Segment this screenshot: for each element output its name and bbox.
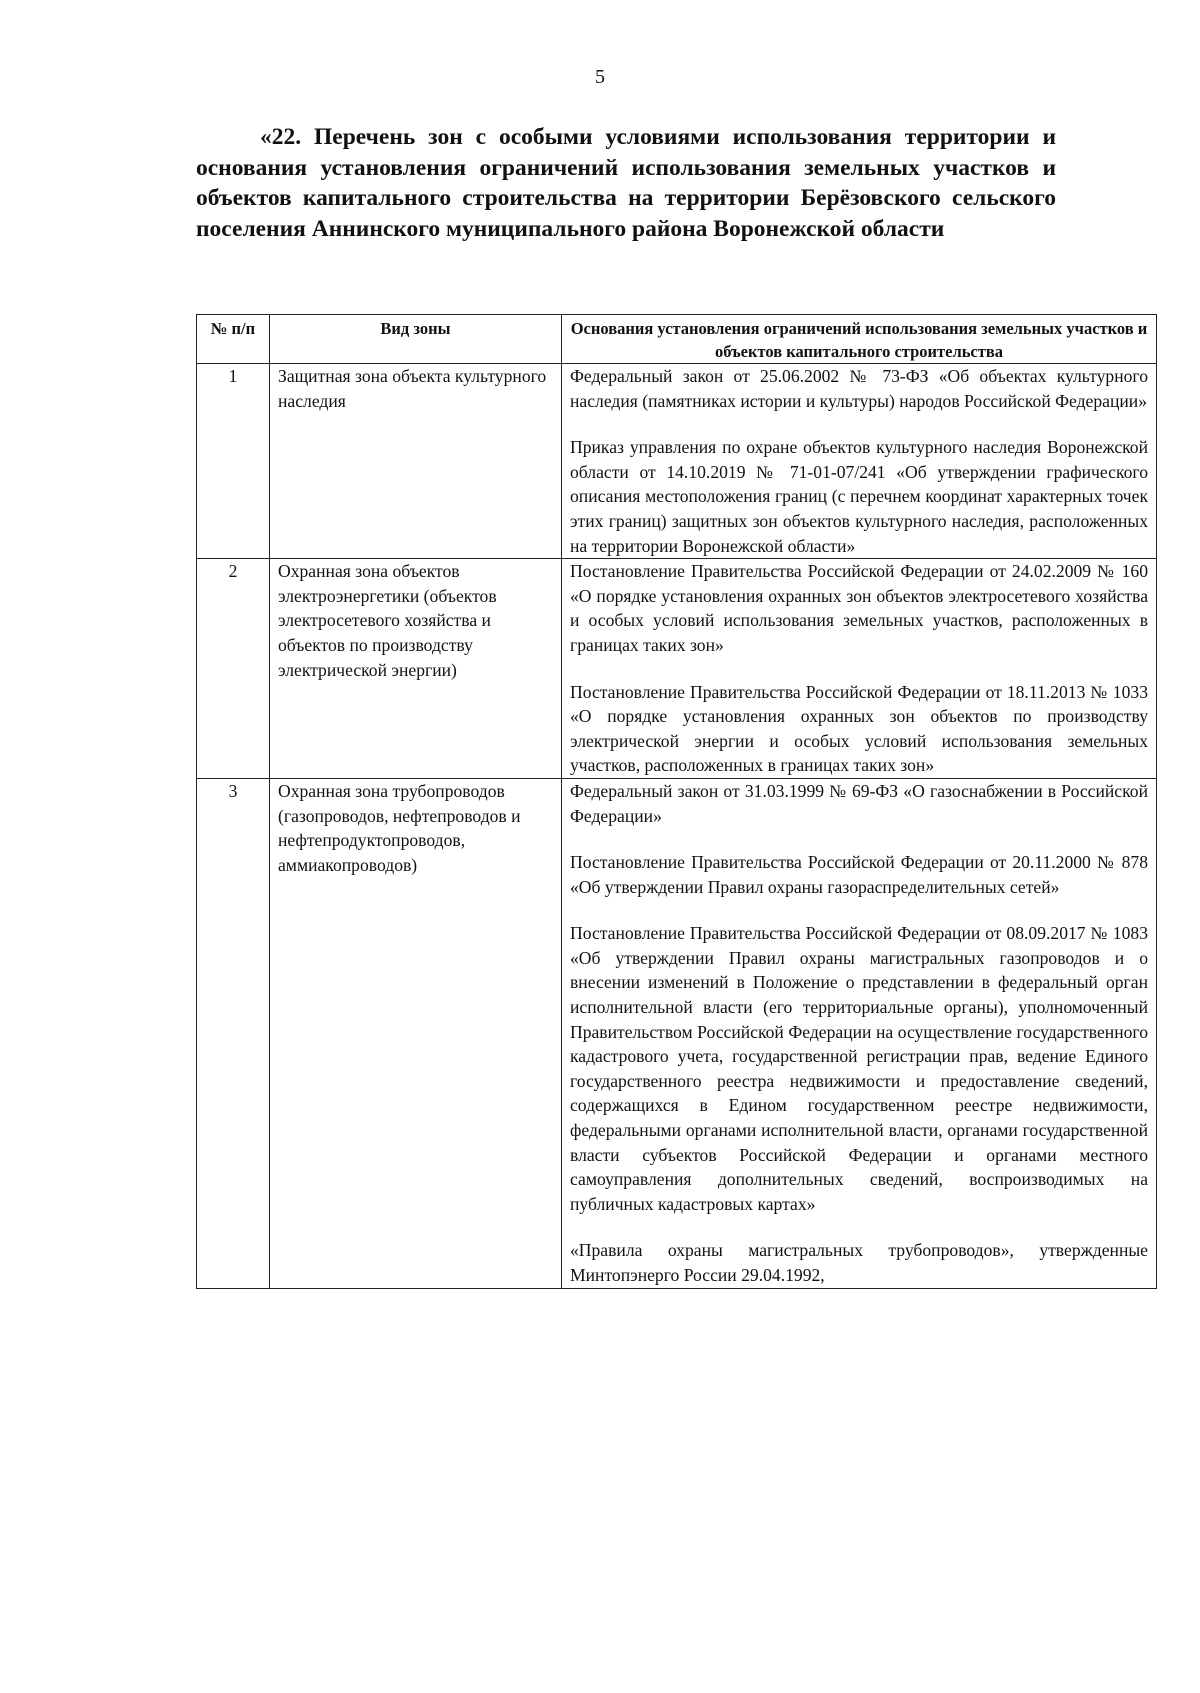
basis-item: «Правила охраны магистральных трубопроводов», утвержденные Минтопэнерго России 29.04.1992, — [570, 1240, 1148, 1285]
basis-cell — [562, 364, 1157, 559]
zone-type-cell: Охранная зона объектов электроэнергетики (объектов электросетевого хозяйства и объектов по производству электрической энергии) — [270, 559, 562, 779]
table-row — [197, 364, 1157, 559]
zone-type-cell: Охранная зона трубопроводов (газопроводов, нефтепроводов и нефтепродуктопроводов, аммиакопроводов) — [270, 778, 562, 1288]
basis-item: Постановление Правительства Российской Федерации от 24.02.2009 № 160 «О порядке установления охранных зон объектов электросетевого хозяйства и особых условий использования земельных участков, расположенных в границах таких зон» — [570, 561, 1148, 655]
basis-item: Постановление Правительства Российской Федерации от 08.09.2017 № 1083 «Об утверждении Правил охраны магистральных газопроводов и о внесении изменений в Положение о представлении в федеральный орган исполнительной власти (его территориальные органы), уполномоченный Правительством Российской Федерации на осуществление государственного кадастрового учета, государственной регистрации прав, ведение Единого государственного реестра недвижимости и предоставление сведений, содержащихся в Едином государственном реестре недвижимости, федеральными органами исполнительной власти, органами государственной власти субъектов Российской Федерации и органами местного самоуправления дополнительных сведений, воспроизводимых на публичных кадастровых картах» — [570, 923, 1148, 1214]
header-number: № п/п — [197, 315, 270, 364]
basis-item: Постановление Правительства Российской Федерации от 18.11.2013 № 1033 «О порядке установления охранных зон объектов по производству электрической энергии и особых условий использования земельных участков, расположенных в границах таких зон» — [570, 681, 1148, 776]
header-basis: Основания установления ограничений использования земельных участков и объектов капитального строительства — [562, 315, 1157, 364]
row-number: 2 — [197, 559, 270, 779]
basis-item: Постановление Правительства Российской Федерации от 20.11.2000 № 878 «Об утверждении Правил охраны газораспределительных сетей» — [570, 852, 1148, 897]
basis-item: Приказ управления по охране объектов культурного наследия Воронежской области от 14.10.2019 № 71-01-07/241 «Об утверждении графического описания местоположения границ (с перечнем координат характерных точек этих границ) защитных зон объектов культурного наследия, расположенных на территории Воронежской области» — [570, 437, 1148, 556]
basis-item: Федеральный закон от 25.06.2002 № 73-ФЗ «Об объектах культурного наследия (памятниках истории и культуры) народов Российской Федерации» — [570, 366, 1148, 411]
document-heading: «22. Перечень зон с особыми условиями использования территории и основания установления ограничений использования земельных участков и объектов капитального строительства на территории Берёзовского сельского поселения Аннинского муниципального района Воронежской области — [196, 124, 1056, 242]
table-row — [197, 778, 1157, 1288]
zones-table — [196, 314, 1157, 1289]
table-header-row — [197, 315, 1157, 364]
header-zone-type: Вид зоны — [270, 315, 562, 364]
table-row — [197, 559, 1157, 779]
basis-cell — [562, 778, 1157, 1288]
page-number: 5 — [595, 66, 605, 88]
row-number: 3 — [197, 778, 270, 1288]
basis-cell — [562, 559, 1157, 779]
zone-type-cell: Защитная зона объекта культурного наследия — [270, 364, 562, 559]
basis-item: Федеральный закон от 31.03.1999 № 69-ФЗ «О газоснабжении в Российской Федерации» — [570, 780, 1148, 826]
row-number: 1 — [197, 364, 270, 559]
